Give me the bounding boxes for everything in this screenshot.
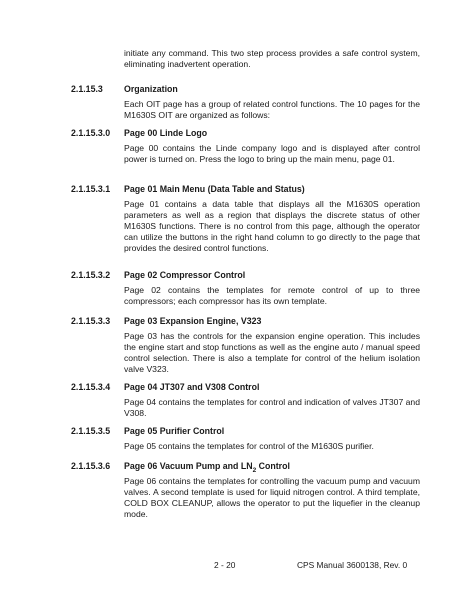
section-body: Page 00 contains the Linde company logo and is displayed after control power is turned on. Press the logo to bring up the main menu, page 01. <box>124 143 420 164</box>
section-number: 2.1.15.3.6 <box>71 461 111 471</box>
section-title: Page 00 Linde Logo <box>124 128 208 138</box>
section-number: 2.1.15.3.3 <box>71 316 111 326</box>
section-number: 2.1.15.3 <box>71 84 103 94</box>
manual-reference: CPS Manual 3600138, Rev. 0 <box>297 560 408 570</box>
section-title-main: Page 06 Vacuum Pump and LN <box>124 461 253 471</box>
section-title: Page 05 Purifier Control <box>124 426 225 436</box>
section-body: Page 05 contains the templates for control of the M1630S purifier. <box>124 441 374 451</box>
section-body: Page 02 contains the templates for remote control of up to three compressors; each compressor has its own template. <box>124 285 420 306</box>
section-body: Page 01 contains a data table that displays all the M1630S operation parameters as well as a region that displays the discrete status of other M1630S functions. There is no control from this page, although the operator can utilize the buttons in the right hand column to go directly to the page that provides the desired control functions. <box>124 199 420 253</box>
section-body: Each OIT page has a group of related control functions. The 10 pages for the M1630S OIT are organized as follows: <box>124 99 420 120</box>
intro-paragraph: initiate any command. This two step process provides a safe control system, eliminating inadvertent operation. <box>124 48 420 69</box>
section-title-end: Control <box>256 461 290 471</box>
section-number: 2.1.15.3.5 <box>71 426 111 436</box>
section-number: 2.1.15.3.1 <box>71 184 111 194</box>
section-title: Page 04 JT307 and V308 Control <box>124 382 260 392</box>
section-title: Page 01 Main Menu (Data Table and Status) <box>124 184 305 194</box>
section-title <box>124 461 290 472</box>
section-body: Page 03 has the controls for the expansion engine operation. This includes the engine start and stop functions as well as the engine auto / manual speed control selection. There is also a template for control of the helium isolation valve V323. <box>124 331 420 374</box>
section-title: Page 03 Expansion Engine, V323 <box>124 316 262 326</box>
section-number: 2.1.15.3.2 <box>71 270 111 280</box>
section-title: Page 02 Compressor Control <box>124 270 246 280</box>
page-number: 2 - 20 <box>214 560 236 570</box>
section-body: Page 04 contains the templates for control and indication of valves JT307 and V308. <box>124 397 420 418</box>
section-number: 2.1.15.3.4 <box>71 382 111 392</box>
section-title-subscript: 2 <box>252 466 257 474</box>
section-title: Organization <box>124 84 178 94</box>
section-body: Page 06 contains the templates for controlling the vacuum pump and vacuum valves. A second template is used for liquid nitrogen control. A third template, COLD BOX CLEANUP, allows the operator to put the liquefier in the cleanup mode. <box>124 476 420 519</box>
section-number: 2.1.15.3.0 <box>71 128 111 138</box>
